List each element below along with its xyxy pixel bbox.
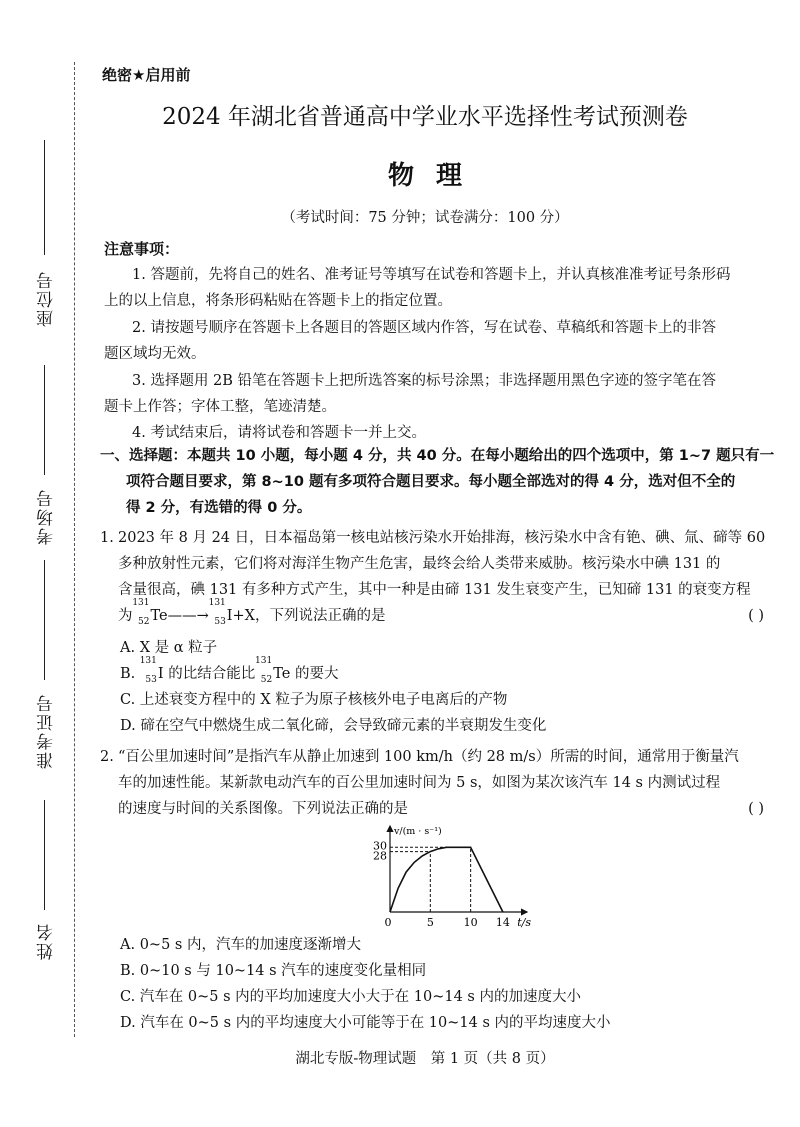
- notice-item-1-line2: 上的以上信息，将条形码粘贴在答题卡上的指定位置。: [104, 293, 452, 309]
- decay-arrow: ——→: [167, 608, 209, 624]
- question-2: [100, 744, 790, 822]
- subject-title: 物理: [387, 161, 484, 191]
- x-tick-label-2: 10: [463, 916, 478, 928]
- question-2-option-d[interactable]: D. 汽车在 0~5 s 内的平均速度大小可能等于在 10~14 s 内的平均速度大小: [120, 1015, 611, 1031]
- binding-margin: [0, 0, 78, 1127]
- y-tick-label-0: 28: [373, 849, 387, 863]
- section-line-2: 项符合题目要求，第 8~10 题有多项符合题目要求。每小题全部选对的得 4 分，选对但不全的: [126, 474, 736, 490]
- question-1-option-a[interactable]: A. X 是 α 粒子: [120, 640, 218, 656]
- te131-nuclide: 131 52: [132, 598, 150, 627]
- confidential-mark: 绝密★启用前: [102, 66, 191, 84]
- seat-number-field[interactable]: [44, 140, 45, 255]
- exam-room-label: 考场号: [37, 488, 57, 545]
- question-1-line3: 含量很高，碘 131 有多种方式产生，其中一种是由碲 131 发生衰变产生，已知碲 131 的衰变方程: [118, 582, 751, 598]
- notice-item-3-line2: 题卡上作答；字体工整，笔迹清楚。: [104, 399, 336, 415]
- page-footer: 湖北专版-物理试题 第 1 页（共 8 页）: [295, 1051, 555, 1067]
- question-1-answer-bracket[interactable]: ( ): [748, 608, 764, 624]
- notice-item-2-line2: 题区域均无效。: [104, 346, 206, 362]
- velocity-curve: [390, 847, 503, 912]
- x-axis-label: t/s: [517, 916, 531, 928]
- seat-number-label: 座位号: [37, 270, 57, 327]
- velocity-time-graph: [360, 822, 540, 928]
- question-2-option-c[interactable]: C. 汽车在 0~5 s 内的平均加速度大小大于在 10~14 s 内的加速度大小: [120, 989, 581, 1005]
- x-tick-label-1: 5: [426, 916, 434, 928]
- question-2-option-a[interactable]: A. 0~5 s 内，汽车的加速度逐渐增大: [120, 937, 361, 953]
- admission-number-field[interactable]: [44, 560, 45, 680]
- question-2-number: 2.: [100, 749, 114, 765]
- section-line-3: 得 2 分，有选错的得 0 分。: [126, 500, 312, 516]
- question-2-line3: 的速度与时间的关系图像。下列说法正确的是 ( ): [118, 796, 790, 822]
- notice-item-3-line1: 3. 选择题用 2B 铅笔在答题卡上把所选答案的标号涂黑；非选择题用黑色字迹的签字笔在答: [132, 373, 717, 389]
- question-2-option-b[interactable]: B. 0~10 s 与 10~14 s 汽车的速度变化量相同: [120, 963, 427, 979]
- question-2-line2: 车的加速性能。某新款电动汽车的百公里加速时间为 5 s，如图为某次该汽车 14 s 内测试过程: [118, 775, 721, 791]
- notice-item-1-line1: 1. 答题前，先将自己的姓名、准考证号等填写在试卷和答题卡上，并认真核准准考证号条形码: [132, 267, 731, 283]
- question-1-equation: 为 131 52 Te——→ 131 53 I+X，下列说法正确的是 ( ): [118, 598, 764, 627]
- notice-item-4-line1: 4. 考试结束后，请将试卷和答题卡一并上交。: [132, 425, 426, 441]
- y-axis-label: v/(m · s⁻¹): [394, 826, 442, 837]
- name-label: 姓名: [37, 922, 57, 960]
- x-tick-label-0: 0: [384, 916, 392, 928]
- name-field[interactable]: [44, 800, 45, 910]
- question-1: [100, 525, 790, 629]
- question-1-option-d[interactable]: D. 碲在空气中燃烧生成二氧化碲，会导致碲元素的半衰期发生变化: [120, 718, 547, 734]
- question-1-line2: 多种放射性元素，它们将对海洋生物产生危害，最终会给人类带来威胁。核污染水中碘 131 的: [118, 556, 721, 572]
- notice-heading: 注意事项：: [104, 240, 180, 258]
- exam-title: 2024 年湖北省普通高中学业水平选择性考试预测卷: [162, 104, 688, 130]
- admission-number-label: 准考证号: [37, 693, 57, 769]
- i131-nuclide: 131 53: [208, 598, 226, 627]
- x-tick-label-3: 14: [495, 916, 510, 928]
- y-tick-label-1: 30: [373, 839, 387, 853]
- notice-item-2-line1: 2. 请按题号顺序在答题卡上各题目的答题区域内作答，写在试卷、草稿纸和答题卡上的非答: [132, 320, 716, 336]
- question-1-number: 1.: [100, 530, 114, 546]
- question-2-line1: “百公里加速时间”是指汽车从静止加速到 100 km/h（约 28 m/s）所需的时间，通常用于衡量汽: [118, 749, 739, 765]
- exam-room-field[interactable]: [44, 365, 45, 475]
- question-1-option-c[interactable]: C. 上述衰变方程中的 X 粒子为原子核核外电子电离后的产物: [120, 692, 508, 708]
- cut-line: [74, 62, 75, 1037]
- question-1-option-b[interactable]: B. 131 53 I 的比结合能比 131 52 Te 的要大: [120, 656, 339, 685]
- section-heading: [100, 443, 790, 521]
- exam-info: （考试时间：75 分钟；试卷满分：100 分）: [281, 210, 569, 226]
- question-2-answer-bracket[interactable]: ( ): [748, 801, 764, 817]
- section-line-1: 一、选择题：本题共 10 小题，每小题 4 分，共 40 分。在每小题给出的四个选项中，第 1~7 题只有一: [100, 448, 775, 464]
- question-1-line1: 2023 年 8 月 24 日，日本福岛第一核电站核污染水开始排海，核污染水中含有铯、碘、氚、碲等 60: [118, 530, 766, 546]
